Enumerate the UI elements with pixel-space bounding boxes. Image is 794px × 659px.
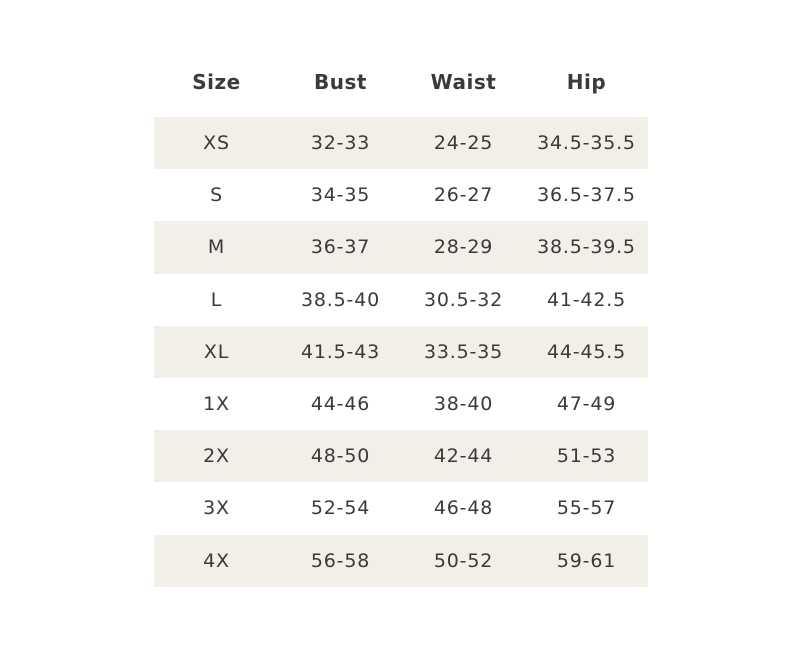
cell-size: XS <box>203 132 230 155</box>
cell-hip: 55-57 <box>556 497 617 520</box>
cell-bust: 41.5-43 <box>301 340 380 363</box>
table-body <box>154 117 648 587</box>
cell-size: 4X <box>203 549 230 572</box>
table-header-row <box>154 55 648 109</box>
cell-bust: 44-46 <box>310 393 371 416</box>
cell-size: M <box>207 236 226 259</box>
cell-waist: 24-25 <box>433 132 494 155</box>
cell-size: S <box>210 184 223 207</box>
cell-hip: 51-53 <box>556 445 617 468</box>
cell-bust: 52-54 <box>310 497 371 520</box>
cell-waist: 26-27 <box>433 184 494 207</box>
cell-size: XL <box>203 340 230 363</box>
cell-bust: 32-33 <box>310 132 371 155</box>
cell-bust: 36-37 <box>310 236 371 259</box>
cell-hip: 59-61 <box>556 549 617 572</box>
cell-bust: 56-58 <box>310 549 371 572</box>
cell-waist: 42-44 <box>433 445 494 468</box>
cell-waist: 33.5-35 <box>424 340 503 363</box>
cell-hip: 41-42.5 <box>547 288 626 311</box>
table-row <box>154 169 648 221</box>
table-row <box>154 326 648 378</box>
size-chart-table <box>154 55 648 587</box>
table-row <box>154 378 648 430</box>
cell-size: 2X <box>203 445 230 468</box>
header-waist: Waist <box>430 70 497 94</box>
cell-hip: 36.5-37.5 <box>537 184 636 207</box>
header-bust: Bust <box>314 70 367 94</box>
cell-waist: 28-29 <box>433 236 494 259</box>
cell-hip: 34.5-35.5 <box>537 132 636 155</box>
cell-size: L <box>210 288 223 311</box>
cell-size: 3X <box>203 497 230 520</box>
cell-waist: 30.5-32 <box>424 288 503 311</box>
table-row <box>154 117 648 169</box>
cell-waist: 38-40 <box>433 393 494 416</box>
table-row <box>154 535 648 587</box>
cell-bust: 48-50 <box>310 445 371 468</box>
cell-waist: 46-48 <box>433 497 494 520</box>
cell-bust: 38.5-40 <box>301 288 380 311</box>
header-size: Size <box>192 70 241 94</box>
cell-hip: 38.5-39.5 <box>537 236 636 259</box>
table-row <box>154 221 648 273</box>
cell-bust: 34-35 <box>310 184 371 207</box>
cell-size: 1X <box>203 393 230 416</box>
table-row <box>154 482 648 534</box>
table-row <box>154 430 648 482</box>
cell-waist: 50-52 <box>433 549 494 572</box>
header-hip: Hip <box>566 70 607 94</box>
cell-hip: 47-49 <box>556 393 617 416</box>
table-row <box>154 274 648 326</box>
cell-hip: 44-45.5 <box>547 340 626 363</box>
